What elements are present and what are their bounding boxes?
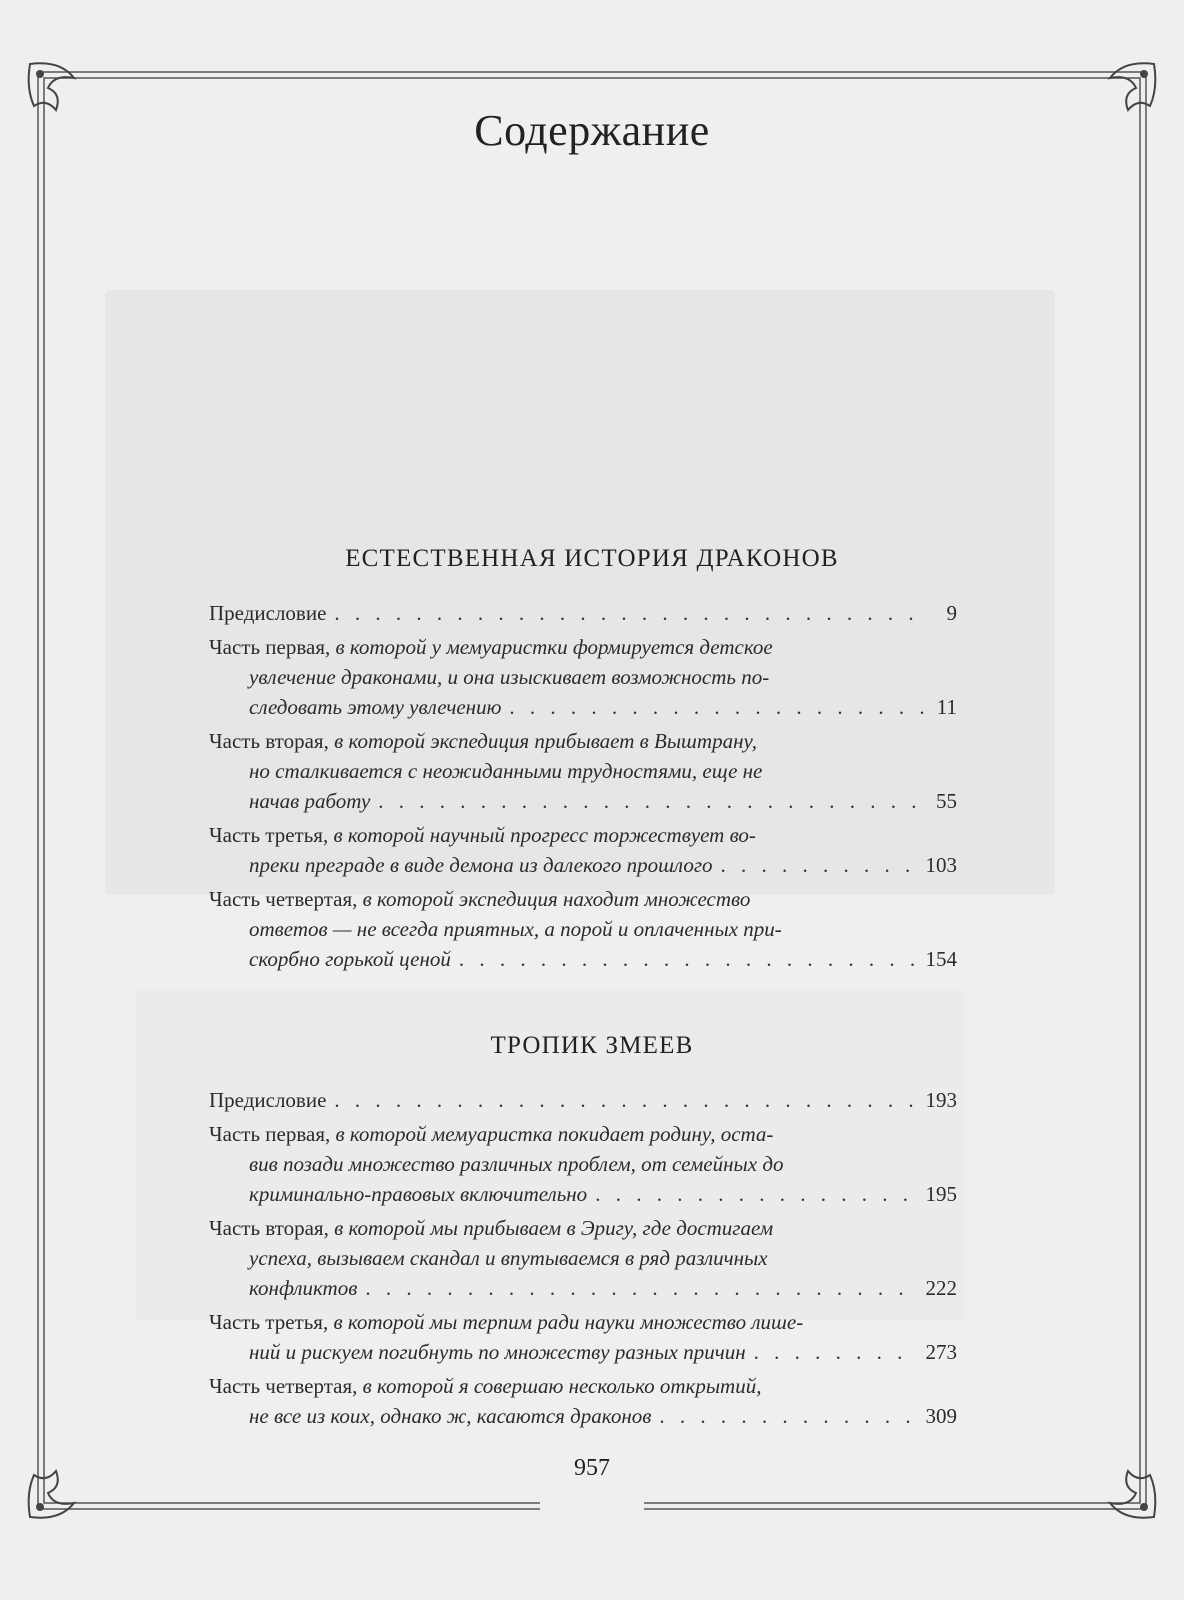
toc-line: [209, 820, 957, 850]
entry-description: в которой экспедиция находит множество: [362, 887, 751, 911]
toc-section: [209, 598, 957, 978]
page-ref: 11: [936, 695, 957, 719]
entry-description: криминально-правовых включительно: [249, 1182, 588, 1206]
entry-description: в которой мы прибываем в Эригу, где достигаем: [334, 1216, 774, 1240]
page-title: Содержание: [474, 106, 710, 155]
toc-line: [209, 1307, 957, 1337]
entry-label: Часть вторая,: [209, 729, 329, 753]
leader-dots: [659, 1401, 917, 1431]
entry-label: Предисловие: [209, 1088, 327, 1112]
toc-line: [209, 598, 957, 628]
entry-description: вив позади множество различных проблем, от семейных до: [249, 1152, 784, 1176]
toc-line: [209, 850, 957, 880]
entry-description: увлечение драконами, и она изыскивает возможность по-: [249, 665, 770, 689]
entry-description: следовать этому увлечению: [249, 695, 502, 719]
entry-description: конфликтов: [249, 1276, 358, 1300]
leader-dots: [754, 1337, 918, 1367]
toc-section: [209, 1085, 957, 1435]
toc-line: [209, 726, 957, 756]
toc-entry: [209, 726, 957, 816]
section-heading: ЕСТЕСТВЕННАЯ ИСТОРИЯ ДРАКОНОВ: [345, 545, 839, 572]
entry-description: ний и рискуем погибнуть по множеству разных причин: [249, 1340, 746, 1364]
entry-description: но сталкивается с неожиданными трудностями, еще не: [249, 759, 763, 783]
toc-line: [209, 1401, 957, 1431]
toc-line: [209, 756, 957, 786]
page-ref: 309: [925, 1404, 957, 1428]
toc-entry: [209, 820, 957, 880]
toc-line: [209, 1337, 957, 1367]
toc-entry: [209, 1213, 957, 1303]
leader-dots: [509, 692, 928, 722]
toc-entry: [209, 598, 957, 628]
entry-label: Часть третья,: [209, 1310, 329, 1334]
leader-dots: [334, 1085, 917, 1115]
toc-line: [209, 1371, 957, 1401]
leader-dots: [459, 944, 918, 974]
toc-line: [209, 1119, 957, 1149]
entry-description: начав работу: [249, 789, 371, 813]
entry-description: преки преграде в виде демона из далекого прошлого: [249, 853, 713, 877]
section-heading: ТРОПИК ЗМЕЕВ: [490, 1032, 694, 1059]
toc-line: [209, 1149, 957, 1179]
entry-label: Часть первая,: [209, 1122, 331, 1146]
page-ref: 154: [925, 947, 957, 971]
page-ref: 103: [925, 853, 957, 877]
entry-label: Часть первая,: [209, 635, 331, 659]
toc-line: [209, 914, 957, 944]
page-ref: 273: [925, 1340, 957, 1364]
toc-line: [209, 1179, 957, 1209]
toc-line: [209, 884, 957, 914]
entry-label: Часть третья,: [209, 823, 329, 847]
toc-line: [209, 1243, 957, 1273]
leader-dots: [721, 850, 918, 880]
entry-label: Часть четвертая,: [209, 1374, 358, 1398]
page-ref: 9: [946, 601, 957, 625]
leader-dots: [378, 786, 928, 816]
toc-entry: [209, 632, 957, 722]
toc-entry: [209, 1371, 957, 1431]
toc-line: [209, 944, 957, 974]
entry-label: Часть четвертая,: [209, 887, 358, 911]
toc-line: [209, 1273, 957, 1303]
entry-description: в которой мемуаристка покидает родину, оста-: [335, 1122, 774, 1146]
page-ref: 222: [925, 1276, 957, 1300]
entry-description: скорбно горькой ценой: [249, 947, 451, 971]
toc-entry: [209, 1119, 957, 1209]
entry-description: в которой экспедиция прибывает в Выштрану,: [334, 729, 758, 753]
leader-dots: [365, 1273, 917, 1303]
toc-entry: [209, 1307, 957, 1367]
entry-description: в которой мы терпим ради науки множество лише-: [333, 1310, 804, 1334]
toc-entry: [209, 1085, 957, 1115]
toc-line: [209, 662, 957, 692]
toc-line: [209, 786, 957, 816]
entry-description: успеха, вызываем скандал и впутываемся в ряд различных: [249, 1246, 768, 1270]
page-ref: 195: [925, 1182, 957, 1206]
entry-description: не все из коих, однако ж, касаются драконов: [249, 1404, 652, 1428]
leader-dots: [334, 598, 929, 628]
page-number: 957: [574, 1455, 610, 1481]
page-ref: 55: [936, 789, 957, 813]
page-ref: 193: [925, 1088, 957, 1112]
toc-line: [209, 1213, 957, 1243]
toc-entry: [209, 884, 957, 974]
leader-dots: [595, 1179, 917, 1209]
toc-line: [209, 1085, 957, 1115]
entry-description: ответов — не всегда приятных, а порой и оплаченных при-: [249, 917, 782, 941]
entry-description: в которой у мемуаристки формируется детское: [335, 635, 773, 659]
toc-line: [209, 632, 957, 662]
entry-label: Часть вторая,: [209, 1216, 329, 1240]
entry-description: в которой я совершаю несколько открытий,: [362, 1374, 762, 1398]
entry-description: в которой научный прогресс торжествует во-: [333, 823, 756, 847]
entry-label: Предисловие: [209, 601, 327, 625]
toc-line: [209, 692, 957, 722]
